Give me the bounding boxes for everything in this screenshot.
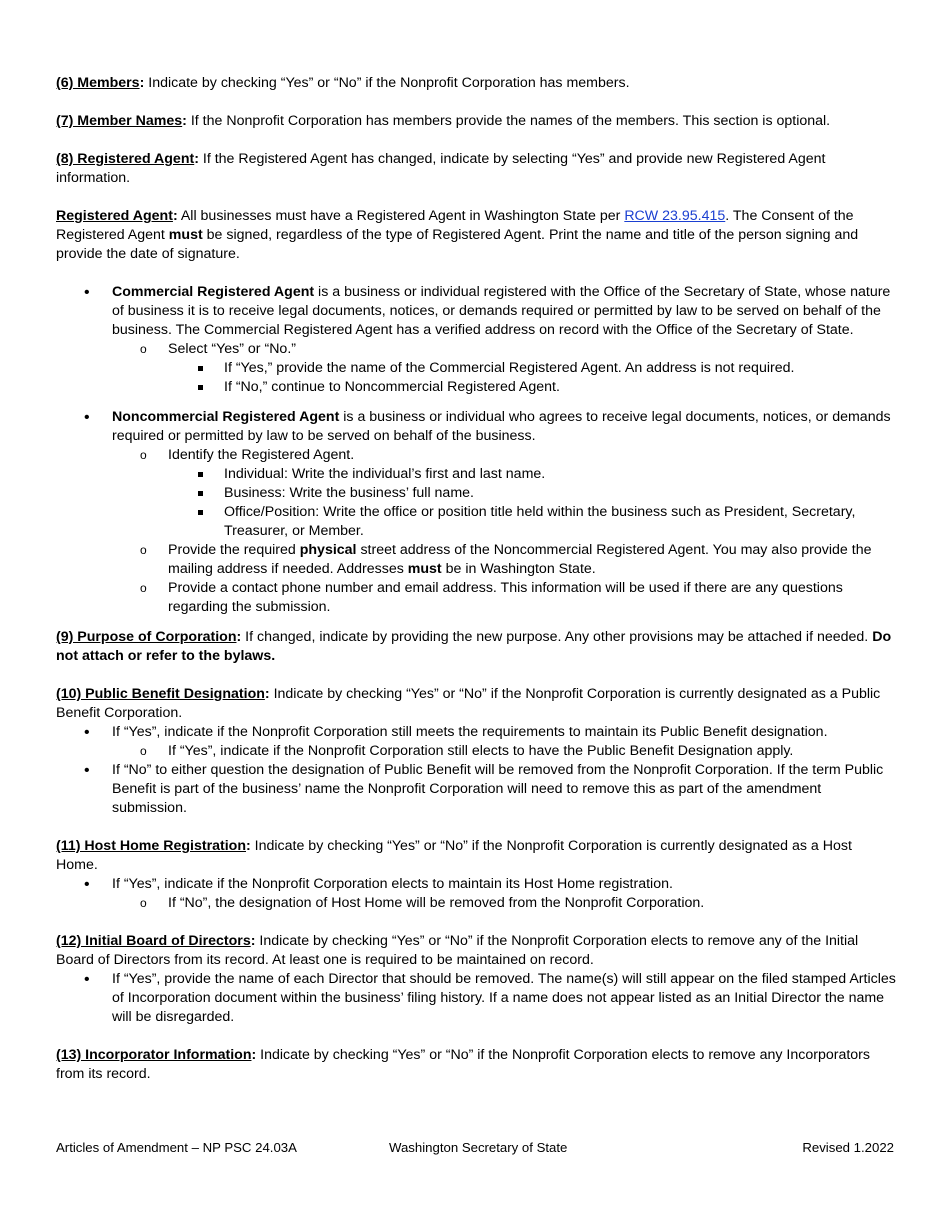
bullet-icon: • bbox=[84, 284, 90, 301]
section-text: Indicate by checking “Yes” or “No” if the Nonprofit Corporation has members. bbox=[144, 75, 630, 91]
bullet-icon: • bbox=[84, 762, 90, 779]
list-item bbox=[56, 761, 896, 818]
circle-bullet-icon: o bbox=[140, 896, 147, 910]
section-9-purpose bbox=[56, 628, 896, 666]
registered-agent-intro bbox=[56, 207, 896, 264]
item-text: If “Yes”, indicate if the Nonprofit Corporation still elects to have the Public Benefit Designation apply. bbox=[168, 743, 794, 759]
section-10-public-benefit bbox=[56, 685, 896, 723]
section-text: If changed, indicate by providing the new purpose. Any other provisions may be attached if needed. bbox=[241, 629, 873, 645]
item-text: If “No”, the designation of Host Home will be removed from the Nonprofit Corporation. bbox=[168, 895, 705, 911]
list-item-noncommercial-agent bbox=[56, 408, 896, 446]
item-text: Select “Yes” or “No.” bbox=[168, 341, 296, 357]
term-bold: Noncommercial Registered Agent bbox=[112, 409, 340, 425]
item-text: Individual: Write the individual’s first and last name. bbox=[224, 466, 546, 482]
item-text: Office/Position: Write the office or position title held within the business such as President, Secretary, Treasurer, or Member. bbox=[224, 504, 856, 539]
item-text: Provide the required bbox=[168, 542, 300, 558]
item-text: is a business or individual who agrees to receive legal documents, notices, or demands required or permitted by law to be served on behalf of the business. bbox=[112, 409, 891, 444]
term-bold: Commercial Registered Agent bbox=[112, 284, 315, 300]
heading-colon: : bbox=[236, 629, 242, 645]
list-item bbox=[56, 541, 896, 579]
heading-colon: : bbox=[251, 1047, 257, 1063]
heading-colon: : bbox=[172, 208, 178, 224]
intro-text: . The Consent of the Registered Agent bbox=[56, 208, 854, 243]
list-item bbox=[56, 723, 896, 742]
spacer bbox=[56, 913, 896, 932]
item-text: street address of the Noncommercial Registered Agent. You may also provide the mailing address if needed. Addresses bbox=[168, 542, 872, 577]
emphasis-must: must bbox=[407, 561, 442, 577]
footer-revision: Revised 1.2022 bbox=[802, 1140, 894, 1155]
spacer bbox=[56, 1027, 896, 1046]
section-12-initial-board bbox=[56, 932, 896, 970]
item-text: If “No” to either question the designation of Public Benefit will be removed from the Nonprofit Corporation. If the term Public Benefit is part of the business’ name the Nonprofit Corporation will need to remove this as part of the amendment submission. bbox=[112, 762, 884, 816]
item-text: Identify the Registered Agent. bbox=[168, 447, 355, 463]
section-7-member-names bbox=[56, 112, 896, 131]
bylaws-warning: Do not attach or refer to the bylaws. bbox=[56, 629, 892, 664]
item-text: If “Yes”, indicate if the Nonprofit Corporation elects to maintain its Host Home registration. bbox=[112, 876, 673, 892]
section-heading: (10) Public Benefit Designation bbox=[56, 686, 265, 702]
square-bullet-icon bbox=[198, 491, 203, 496]
section-text: Indicate by checking “Yes” or “No” if the Nonprofit Corporation elects to remove any Incorporators from its record. bbox=[56, 1047, 870, 1082]
section-6-members bbox=[56, 74, 896, 93]
list-item bbox=[56, 970, 896, 1027]
rcw-link[interactable]: RCW 23.95.415 bbox=[624, 208, 726, 224]
item-text: If “Yes,” provide the name of the Commercial Registered Agent. An address is not required. bbox=[224, 360, 795, 376]
list-item bbox=[56, 579, 896, 617]
section-11-list bbox=[56, 875, 896, 913]
heading-colon: : bbox=[246, 838, 251, 854]
bullet-icon: • bbox=[84, 724, 90, 741]
section-heading: (7) Member Names bbox=[56, 113, 183, 129]
item-text: If “Yes”, provide the name of each Director that should be removed. The name(s) will still appear on the filed stamped Articles of Incorporation document within the business’ filing history. If a name does not appear listed as an Initial Director the name will be disregarded. bbox=[112, 971, 896, 1025]
list-item-commercial-agent bbox=[56, 283, 896, 340]
item-text: Provide a contact phone number and email address. This information will be used if there are any questions regarding the submission. bbox=[168, 580, 843, 615]
section-text: Indicate by checking “Yes” or “No” if the Nonprofit Corporation is currently designated as a Public Benefit Corporation. bbox=[56, 686, 881, 721]
registered-agent-types bbox=[56, 283, 896, 397]
bullet-icon: • bbox=[84, 876, 90, 893]
registered-agent-types-2 bbox=[56, 408, 896, 617]
page-footer bbox=[56, 1140, 896, 1159]
square-bullet-icon bbox=[198, 385, 203, 390]
list-item bbox=[56, 503, 896, 541]
item-text: Business: Write the business’ full name. bbox=[224, 485, 474, 501]
circle-bullet-icon: o bbox=[140, 448, 147, 462]
section-text: Indicate by checking “Yes” or “No” if the Nonprofit Corporation is currently designated as a Host Home. bbox=[56, 838, 852, 873]
bullet-icon: • bbox=[84, 409, 90, 426]
footer-agency: Washington Secretary of State bbox=[389, 1140, 568, 1155]
heading-colon: : bbox=[264, 686, 270, 702]
section-heading: (11) Host Home Registration bbox=[56, 838, 246, 854]
section-heading: (13) Incorporator Information bbox=[56, 1047, 252, 1063]
spacer bbox=[56, 617, 896, 628]
instructions-page bbox=[56, 74, 896, 1084]
circle-bullet-icon: o bbox=[140, 581, 147, 595]
list-item bbox=[56, 484, 896, 503]
list-item bbox=[56, 378, 896, 397]
intro-text: be signed, regardless of the type of Registered Agent. Print the name and title of the person signing and provide the date of signature. bbox=[56, 227, 859, 262]
section-10-list bbox=[56, 723, 896, 818]
square-bullet-icon bbox=[198, 366, 203, 371]
bullet-icon: • bbox=[84, 971, 90, 988]
circle-bullet-icon: o bbox=[140, 744, 147, 758]
item-text: If “Yes”, indicate if the Nonprofit Corporation still meets the requirements to maintain its Public Benefit designation. bbox=[112, 724, 828, 740]
section-13-incorporator bbox=[56, 1046, 896, 1084]
list-item bbox=[56, 446, 896, 465]
heading-colon: : bbox=[250, 933, 256, 949]
square-bullet-icon bbox=[198, 510, 203, 515]
spacer bbox=[56, 397, 896, 408]
intro-text: All businesses must have a Registered Agent in Washington State per bbox=[177, 208, 625, 224]
list-item bbox=[56, 359, 896, 378]
section-text: If the Nonprofit Corporation has members provide the names of the members. This section is optional. bbox=[186, 113, 831, 129]
list-item bbox=[56, 894, 896, 913]
list-item bbox=[56, 875, 896, 894]
section-text: If the Registered Agent has changed, indicate by selecting “Yes” and provide new Registered Agent information. bbox=[56, 151, 826, 186]
section-heading: (9) Purpose of Corporation bbox=[56, 629, 237, 645]
heading-colon: : bbox=[139, 75, 145, 91]
section-heading: (6) Members bbox=[56, 75, 140, 91]
list-item bbox=[56, 340, 896, 359]
heading-colon: : bbox=[194, 151, 199, 167]
section-heading: Registered Agent bbox=[56, 208, 173, 224]
footer-form-name: Articles of Amendment – NP PSC 24.03A bbox=[56, 1140, 297, 1155]
list-item bbox=[56, 742, 896, 761]
circle-bullet-icon: o bbox=[140, 543, 147, 557]
section-12-list bbox=[56, 970, 896, 1027]
item-text: be in Washington State. bbox=[441, 561, 596, 577]
emphasis-must: must bbox=[168, 227, 203, 243]
section-11-host-home bbox=[56, 837, 896, 875]
heading-colon: : bbox=[182, 113, 187, 129]
list-item bbox=[56, 465, 896, 484]
item-text: If “No,” continue to Noncommercial Registered Agent. bbox=[224, 379, 560, 395]
square-bullet-icon bbox=[198, 472, 203, 477]
section-text: Indicate by checking “Yes” or “No” if the Nonprofit Corporation elects to remove any of the Initial Board of Directors from its record. At least one is required to be maintained on record. bbox=[56, 933, 859, 968]
circle-bullet-icon: o bbox=[140, 342, 147, 356]
emphasis-physical: physical bbox=[299, 542, 357, 558]
section-heading: (12) Initial Board of Directors bbox=[56, 933, 251, 949]
spacer bbox=[56, 818, 896, 837]
section-heading: (8) Registered Agent bbox=[56, 151, 195, 167]
section-8-registered-agent bbox=[56, 150, 896, 188]
item-text: is a business or individual registered with the Office of the Secretary of State, whose nature of business it is to receive legal documents, notices, or demands required or permitted by law to be served on behalf of the business. The Commercial Registered Agent has a verified address on record with the Office of the Secretary of State. bbox=[112, 284, 891, 338]
